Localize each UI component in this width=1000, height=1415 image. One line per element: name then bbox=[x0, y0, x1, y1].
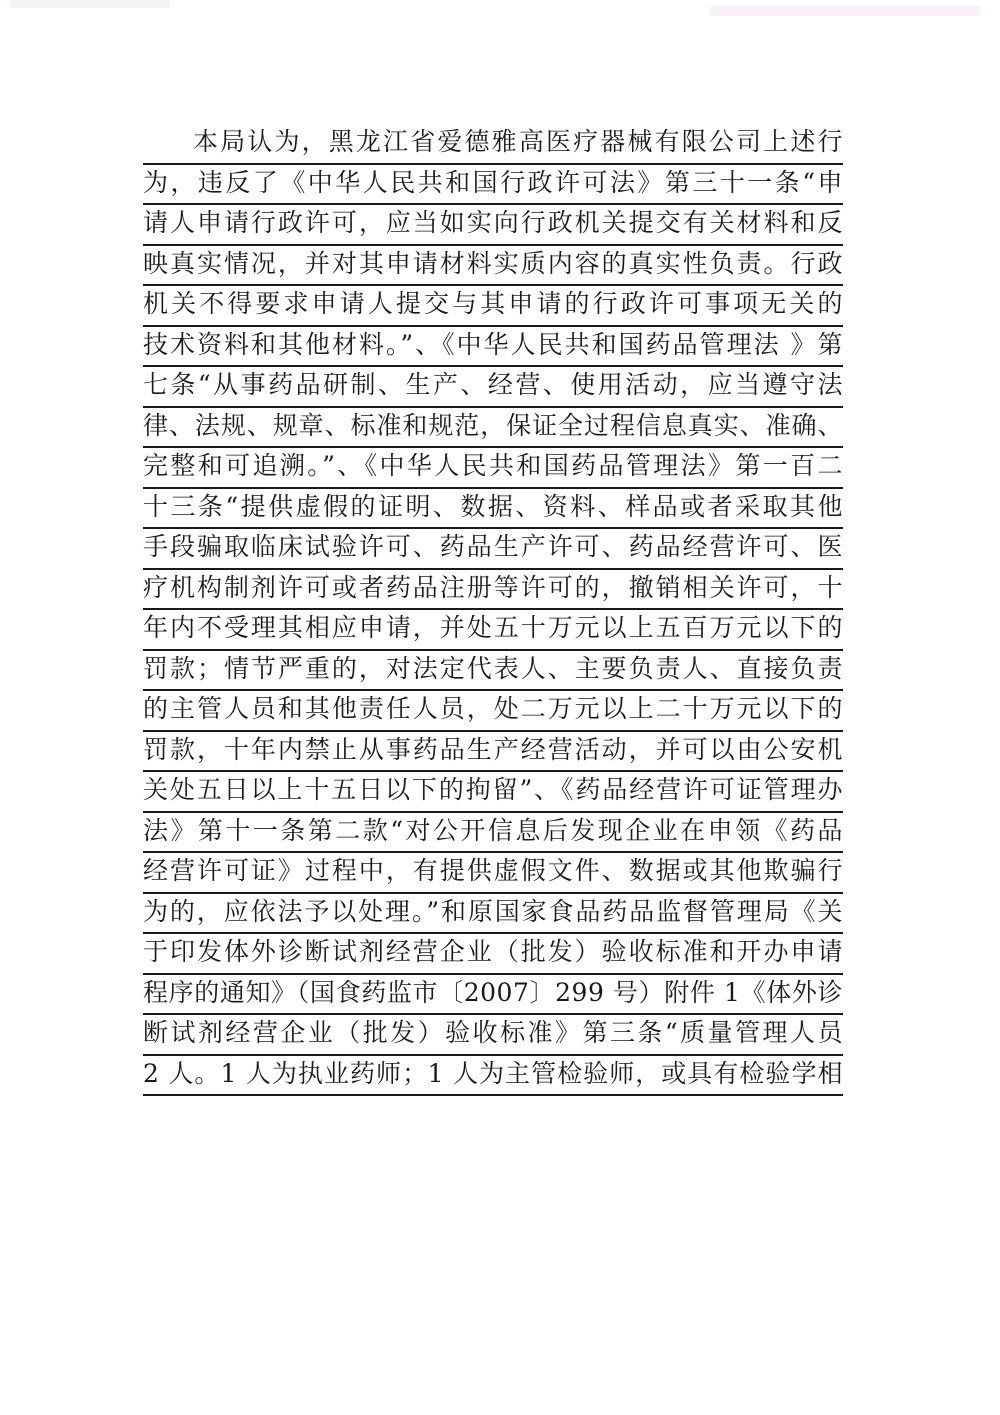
text-line: 断试剂经营企业（批发）验收标准》第三条“质量管理人员 bbox=[143, 1015, 843, 1056]
text-line: 2 人。1 人为执业药师；1 人为主管检验师，或具有检验学相 bbox=[143, 1056, 843, 1097]
text-line: 程序的通知》（国食药监市〔2007〕299 号）附件 1《体外诊 bbox=[143, 975, 843, 1016]
text-line: 本局认为，黑龙江省爱德雅高医疗器械有限公司上述行 bbox=[143, 124, 843, 165]
scan-artifact-top-left bbox=[10, 0, 170, 8]
document-body bbox=[143, 124, 843, 1096]
text-line: 完整和可追溯。”、《中华人民共和国药品管理法》第一百二 bbox=[143, 448, 843, 489]
text-line: 罚款，十年内禁止从事药品生产经营活动，并可以由公安机 bbox=[143, 732, 843, 773]
scan-artifact-top-right bbox=[710, 6, 980, 16]
text-line: 于印发体外诊断试剂经营企业（批发）验收标准和开办申请 bbox=[143, 934, 843, 975]
text-line: 关处五日以上十五日以下的拘留”、《药品经营许可证管理办 bbox=[143, 772, 843, 813]
text-line: 经营许可证》过程中，有提供虚假文件、数据或其他欺骗行 bbox=[143, 853, 843, 894]
text-line: 请人申请行政许可，应当如实向行政机关提交有关材料和反 bbox=[143, 205, 843, 246]
text-line: 罚款；情节严重的，对法定代表人、主要负责人、直接负责 bbox=[143, 651, 843, 692]
text-line: 为的，应依法予以处理。”和原国家食品药品监督管理局《关 bbox=[143, 894, 843, 935]
text-line: 七条“从事药品研制、生产、经营、使用活动，应当遵守法 bbox=[143, 367, 843, 408]
text-line: 法》第十一条第二款“对公开信息后发现企业在申领《药品 bbox=[143, 813, 843, 854]
text-line: 映真实情况，并对其申请材料实质内容的真实性负责。行政 bbox=[143, 246, 843, 287]
text-line: 的主管人员和其他责任人员，处二万元以上二十万元以下的 bbox=[143, 691, 843, 732]
text-line: 律、法规、规章、标准和规范，保证全过程信息真实、准确、 bbox=[143, 408, 843, 449]
text-line: 机关不得要求申请人提交与其申请的行政许可事项无关的 bbox=[143, 286, 843, 327]
text-line: 为，违反了《中华人民共和国行政许可法》第三十一条“申 bbox=[143, 165, 843, 206]
text-line: 疗机构制剂许可或者药品注册等许可的，撤销相关许可，十 bbox=[143, 570, 843, 611]
text-line: 年内不受理其相应申请，并处五十万元以上五百万元以下的 bbox=[143, 610, 843, 651]
text-line: 十三条“提供虚假的证明、数据、资料、样品或者采取其他 bbox=[143, 489, 843, 530]
text-line: 手段骗取临床试验许可、药品生产许可、药品经营许可、医 bbox=[143, 529, 843, 570]
text-line: 技术资料和其他材料。”、《中华人民共和国药品管理法 》第 bbox=[143, 327, 843, 368]
